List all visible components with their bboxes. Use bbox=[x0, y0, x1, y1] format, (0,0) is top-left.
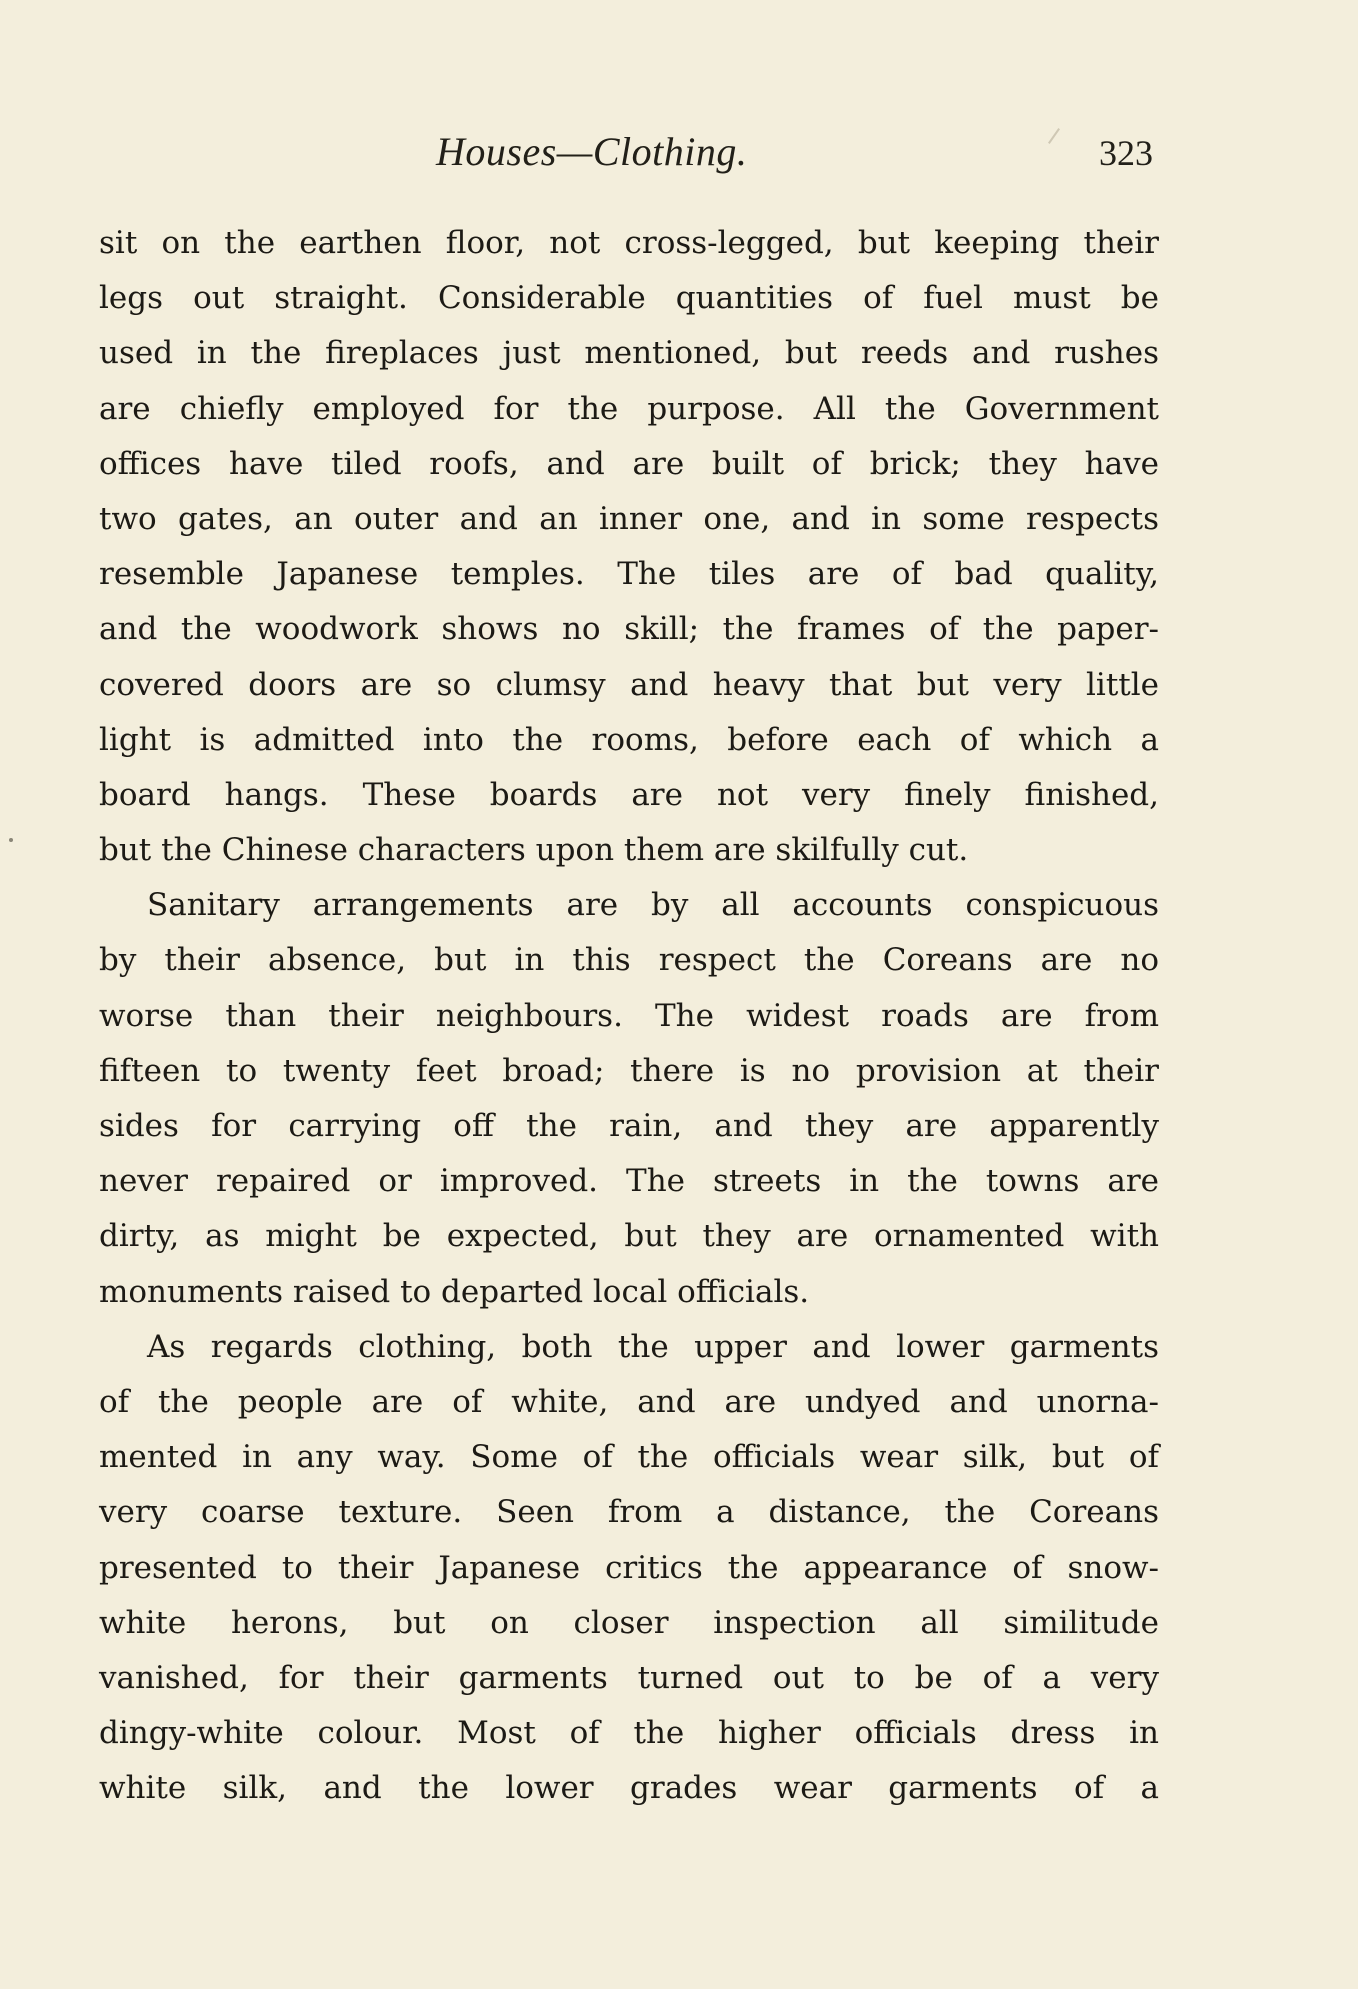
text-line: covered doors are so clumsy and heavy that but very little bbox=[99, 666, 1159, 703]
text-line: two gates, an outer and an inner one, and in some respects bbox=[99, 500, 1159, 537]
paragraph bbox=[99, 878, 1159, 1320]
text-line: and the woodwork shows no skill; the frames of the paper- bbox=[99, 611, 1159, 648]
text-line: sit on the earthen floor, not cross-legged, but keeping their bbox=[99, 225, 1159, 261]
paragraph bbox=[99, 216, 1159, 878]
page-number: 323 bbox=[1099, 133, 1153, 173]
text-line: by their absence, but in this respect the Coreans are no bbox=[99, 942, 1159, 979]
text-line: of the people are of white, and are undyed and unorna- bbox=[99, 1383, 1159, 1420]
text-line: white herons, but on closer inspection all similitude bbox=[99, 1604, 1159, 1641]
paper-speck bbox=[9, 838, 13, 842]
text-line: fifteen to twenty feet broad; there is no provision at their bbox=[99, 1052, 1159, 1089]
text-line: used in the fireplaces just mentioned, but reeds and rushes bbox=[99, 335, 1159, 372]
text-line: offices have tiled roofs, and are built of brick; they have bbox=[99, 445, 1159, 482]
text-line: sides for carrying off the rain, and they are apparently bbox=[99, 1108, 1159, 1144]
text-line: but the Chinese characters upon them are skilfully cut. bbox=[99, 832, 969, 869]
text-line: Sanitary arrangements are by all accounts conspicuous bbox=[147, 887, 1159, 924]
text-line: presented to their Japanese critics the appearance of snow- bbox=[99, 1549, 1159, 1586]
text-line: dirty, as might be expected, but they are ornamented with bbox=[99, 1218, 1159, 1255]
running-title: Houses—Clothing. bbox=[436, 129, 748, 174]
text-line: board hangs. These boards are not very finely finished, bbox=[99, 776, 1159, 813]
text-line: mented in any way. Some of the officials wear silk, but of bbox=[99, 1439, 1159, 1476]
text-line: very coarse texture. Seen from a distance, the Coreans bbox=[99, 1494, 1159, 1531]
text-line: are chiefly employed for the purpose. All the Government bbox=[99, 390, 1159, 427]
text-line: legs out straight. Considerable quantities of fuel must be bbox=[99, 280, 1159, 317]
text-line: monuments raised to departed local officials. bbox=[99, 1273, 810, 1310]
text-line: light is admitted into the rooms, before each of which a bbox=[99, 721, 1159, 758]
text-line: white silk, and the lower grades wear garments of a bbox=[99, 1770, 1159, 1807]
text-line: resemble Japanese temples. The tiles are of bad quality, bbox=[99, 556, 1159, 593]
page-header bbox=[0, 128, 1358, 188]
body-text bbox=[99, 216, 1159, 1816]
text-line: worse than their neighbours. The widest roads are from bbox=[99, 997, 1159, 1034]
text-line: vanished, for their garments turned out to be of a very bbox=[99, 1659, 1159, 1696]
text-line: dingy-white colour. Most of the higher officials dress in bbox=[99, 1715, 1159, 1752]
text-line: As regards clothing, both the upper and lower garments bbox=[147, 1328, 1159, 1365]
text-line: never repaired or improved. The streets in the towns are bbox=[99, 1163, 1159, 1200]
paragraph bbox=[99, 1320, 1159, 1817]
